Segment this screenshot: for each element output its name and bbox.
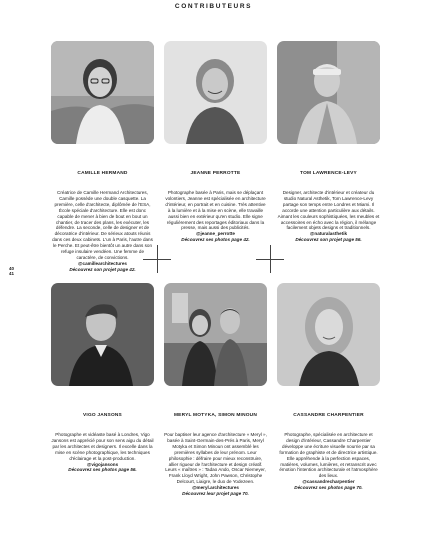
portrait-man-cap-icon — [277, 41, 380, 144]
contributor-name: JEANNE PERROTTE — [190, 171, 241, 176]
page-number-bottom: 41 — [9, 271, 15, 276]
portrait-couple-icon — [164, 283, 267, 386]
contributor-handle[interactable]: @camillearchitectures — [78, 260, 127, 266]
contributor-name: CASSANDRE CHARPENTIER — [293, 413, 364, 418]
contributor-bio: Photographe, spécialisée en architecture et design d'intérieur, Cassandre Charpentier développe une écriture visuelle nourrie par sa formation de graphiste et de directrice artistique. Elle appréhende à la perfection espaces, matières, volumes, lumières, et retranscrit avec émotion l'intention architecturale et l'atmosphère des lieux. — [279, 432, 378, 479]
contributor-card — [51, 41, 154, 273]
contributor-bio: Designer, architecte d'intérieur et créateur du studio Natural Asthetik, Tom Lawrence-Levy partage son temps entre Londres et Miami. Il accorde une attention particulière aux détails. Aimant les couleurs sophistiquées, les meubles et accessoires en écho avec la région, il mélange facilement objets designs et traditionnels. — [277, 190, 380, 231]
page-header: CONTRIBUTEURS — [174, 3, 253, 10]
contributor-name: VIGO JANSONS — [83, 413, 122, 418]
contributor-name: TOM LAWRENCE-LEVY — [300, 171, 357, 176]
contributor-project-link: Découvrez son projet page 56. — [295, 237, 362, 243]
contributor-card — [277, 41, 380, 243]
contributor-handle[interactable]: @jeanne_perrotte — [196, 231, 235, 237]
contributor-card — [277, 283, 380, 491]
contributor-bio: Créatrice de Camille Hermand Architectures, Camille possède une double casquette. La première, celle d'architecte, diplômée de l'ESA, École spéciale d'architecture. Elle est donc capable de mener à bien de bout en bout un chantier, de tracer des plans, les exécuter, les défendre. La seconde, celle de designer et de décoratrice d'intérieur. De sérieux atouts réunis dans ces deux cabinets. L'un à Paris, l'autre dans le Perche. Et peut-être bientôt un autre dans son refuge insulaire vendéen. Une femme de caractère, de convictions. — [52, 190, 153, 260]
page-number-top: 40 — [9, 266, 15, 271]
portrait-man-studio-icon — [51, 283, 154, 386]
contributor-handle[interactable]: @meryl.architectures — [192, 485, 239, 491]
contributor-card — [164, 41, 267, 243]
contributor-card — [164, 283, 267, 497]
contributor-card — [51, 283, 154, 473]
contributor-name: CAMILLE HERMAND — [77, 171, 128, 176]
contributor-bio: Pour baptiser leur agence d'architecture « Meryl », basée à Saint-Germain-des-Prés à Paris, Meryl Motyka et Simon Minoun ont assemblé les premières syllabes de leur prénom. Leur philosophie : défraire pour mieux reconstruire, allier rigueur de l'architecture et design créatif. Leurs « maîtres » : Tadao Ando, Oscar Niemeyer, Frank Lloyd Wright, John Pawson, Christophe Delcourt, Liaigre, le duo de Yodezeen. — [164, 432, 267, 485]
contributor-bio: Photographe et vidéaste basé à Londres, Vigo Jansons est apprécié pour son sens aigu du détail par les architectes et designers. Il excelle dans la mise en scène photographique, les techniques d'éclairage et la post-production. — [51, 432, 154, 461]
page-number — [9, 266, 14, 276]
contributor-project-link: Découvrez ses photos page 56. — [68, 467, 137, 473]
contributor-bio: Photographe basée à Paris, mais se déplaçant volontiers, Jeanne est spécialisée en architecture d'intérieur, en portrait et en cuisine. Très attentive à la lumière et à la mise en scène, elle travaille aussi bien en extérieur qu'en studio. Elle signe régulièrement des reportages éditoriaux dans la presse, mais aussi des publicités. — [165, 190, 266, 231]
contributor-project-link: Découvrez ses photos page 42. — [181, 237, 250, 243]
crop-mark-right — [256, 245, 284, 273]
portrait-woman-glasses-icon — [51, 41, 154, 144]
contributor-project-link: Découvrez son projet page 42. — [69, 266, 136, 272]
portrait-woman-smiling-icon — [164, 41, 267, 144]
contributor-name: MERYL MOTYKA, SIMON MINOUN — [173, 413, 257, 418]
portrait-woman-blonde-icon — [277, 283, 380, 386]
contributor-handle[interactable]: @vigojansons — [86, 461, 119, 467]
contributor-project-link: Découvrez leur projet page 70. — [182, 491, 249, 497]
contributor-handle[interactable]: @cassandrecharpentier — [302, 479, 355, 485]
contributor-handle[interactable]: @naturalasthetik — [309, 231, 348, 237]
contributor-project-link: Découvrez ses photos page 70. — [294, 485, 363, 491]
